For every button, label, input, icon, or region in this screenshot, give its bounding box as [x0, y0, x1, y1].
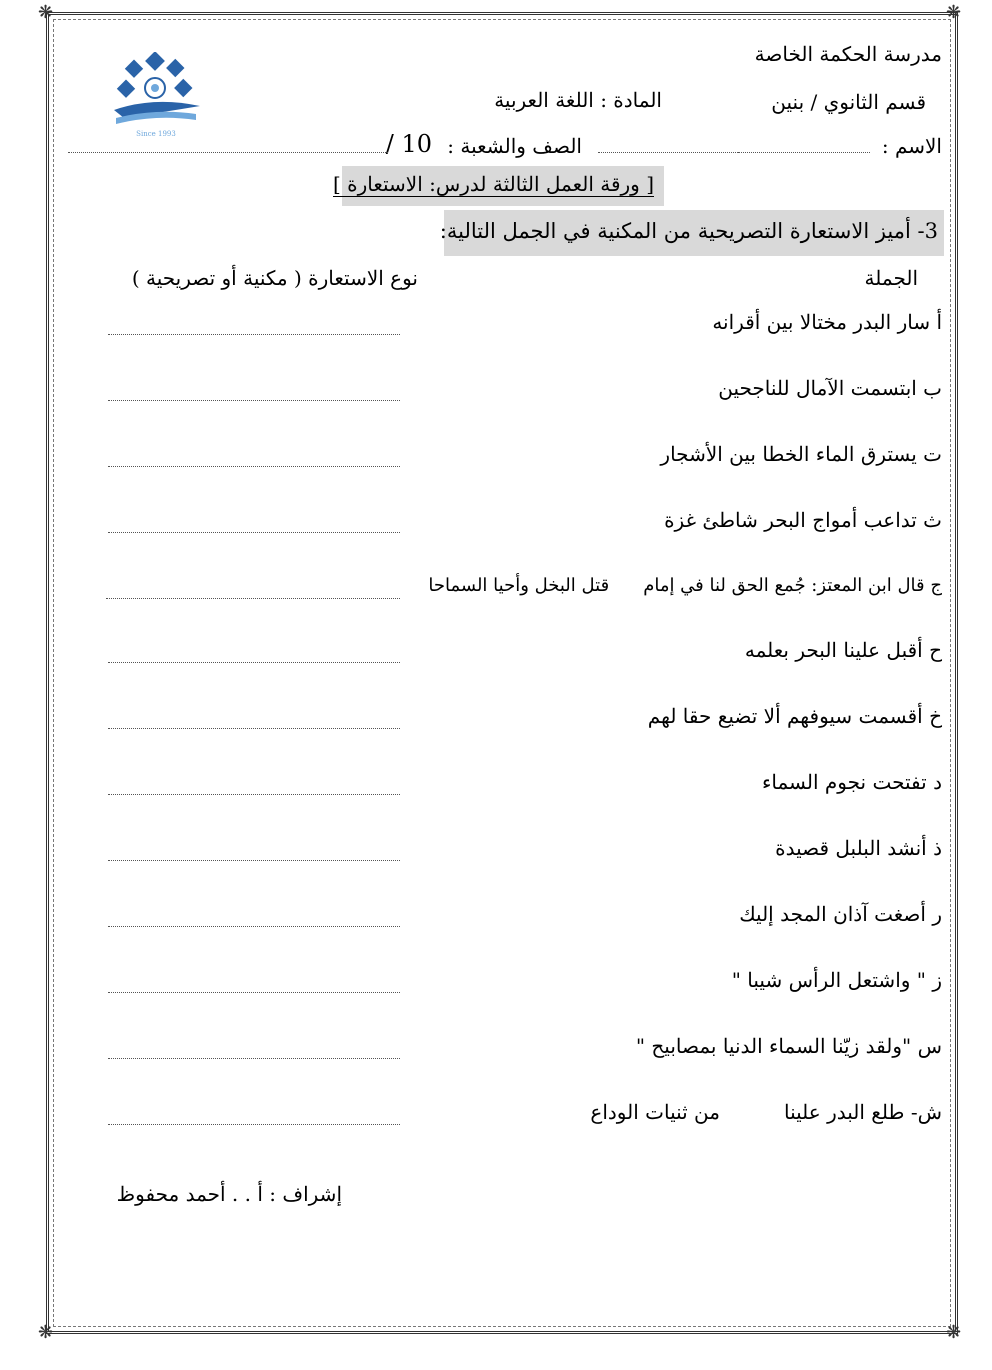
answer-field[interactable]: [108, 532, 400, 533]
subject: المادة : اللغة العربية: [494, 88, 662, 112]
answer-field[interactable]: [108, 466, 400, 467]
border-ornament-icon: ❋: [946, 1322, 962, 1343]
list-item: [100, 502, 942, 542]
sentence: ذ أنشد البلبل قصيدة: [775, 836, 942, 860]
border-ornament-icon: ❋: [38, 1322, 54, 1343]
sentence: ت يسترق الماء الخطا بين الأشجار: [660, 442, 942, 466]
sentence: ب ابتسمت الآمال للناجحين: [718, 376, 942, 400]
answer-field[interactable]: [108, 400, 400, 401]
sentence: ر أصغت آذان المجد إليك: [739, 902, 942, 926]
answer-field[interactable]: [108, 926, 400, 927]
sentence: ح أقبل علينا البحر بعلمه: [744, 638, 942, 662]
list-item: [100, 568, 942, 608]
list-item: [100, 304, 942, 344]
worksheet-title-bar: [332, 166, 664, 206]
school-name: مدرسة الحكمة الخاصة: [754, 42, 942, 66]
list-item: [100, 1094, 942, 1134]
sentence: ش- طلع البدر علينامن ثنيات الوداع: [590, 1100, 942, 1124]
class-number: 10 /: [385, 130, 432, 158]
list-item: [100, 436, 942, 476]
worksheet-title: [ ورقة العمل الثالثة لدرس: الاستعارة ]: [332, 172, 654, 196]
answer-field[interactable]: [106, 598, 400, 599]
column-sentence: الجملة: [864, 266, 918, 290]
sentence: أ سار البدر مختالا بين أقرانه: [712, 310, 942, 334]
answer-field[interactable]: [108, 728, 400, 729]
sentence: س "ولقد زيّنا السماء الدنيا بمصابيح ": [635, 1034, 942, 1058]
border-ornament-icon: ❋: [38, 2, 54, 23]
list-item: [100, 698, 942, 738]
answer-field[interactable]: [108, 662, 400, 663]
sentence: خ أقسمت سيوفهم ألا تضيع حقا لهم: [647, 704, 942, 728]
column-type: نوع الاستعارة ( مكنية أو تصريحية ): [131, 266, 418, 290]
score-field[interactable]: [68, 152, 388, 153]
answer-field[interactable]: [108, 334, 400, 335]
list-item: [100, 962, 942, 1002]
answer-field[interactable]: [108, 794, 400, 795]
answer-field[interactable]: [108, 992, 400, 993]
answer-field[interactable]: [108, 1058, 400, 1059]
list-item: [100, 830, 942, 870]
list-item: [100, 370, 942, 410]
list-item: [100, 1028, 942, 1068]
border-ornament-icon: ❋: [946, 2, 962, 23]
class-field[interactable]: [598, 152, 768, 153]
list-item: [100, 896, 942, 936]
list-item: [100, 764, 942, 804]
question-bar: [439, 210, 944, 256]
sentence: ث تداعب أمواج البحر شاطئ غزة: [664, 508, 942, 532]
supervision: إشراف : أ . . أحمد محفوظ: [116, 1182, 342, 1206]
class-label: الصف والشعبة :: [447, 134, 582, 158]
sentence: د تفتحت نجوم السماء: [762, 770, 942, 794]
sentence: ج قال ابن المعتز: جُمع الحق لنا في إمامقتل البخل وأحيا السماحا: [428, 575, 942, 596]
school-logo: [104, 52, 208, 140]
name-label: الاسم :: [881, 134, 942, 158]
question-text: 3- أميز الاستعارة التصريحية من المكنية في الجمل التالية:: [439, 219, 938, 243]
list-item: [100, 632, 942, 672]
logo-caption: Since 1993: [136, 130, 176, 138]
answer-field[interactable]: [108, 860, 400, 861]
answer-field[interactable]: [108, 1124, 400, 1125]
sentence: ز " واشتعل الرأس شيبا ": [731, 968, 942, 992]
department: قسم الثانوي / بنين: [771, 90, 926, 114]
